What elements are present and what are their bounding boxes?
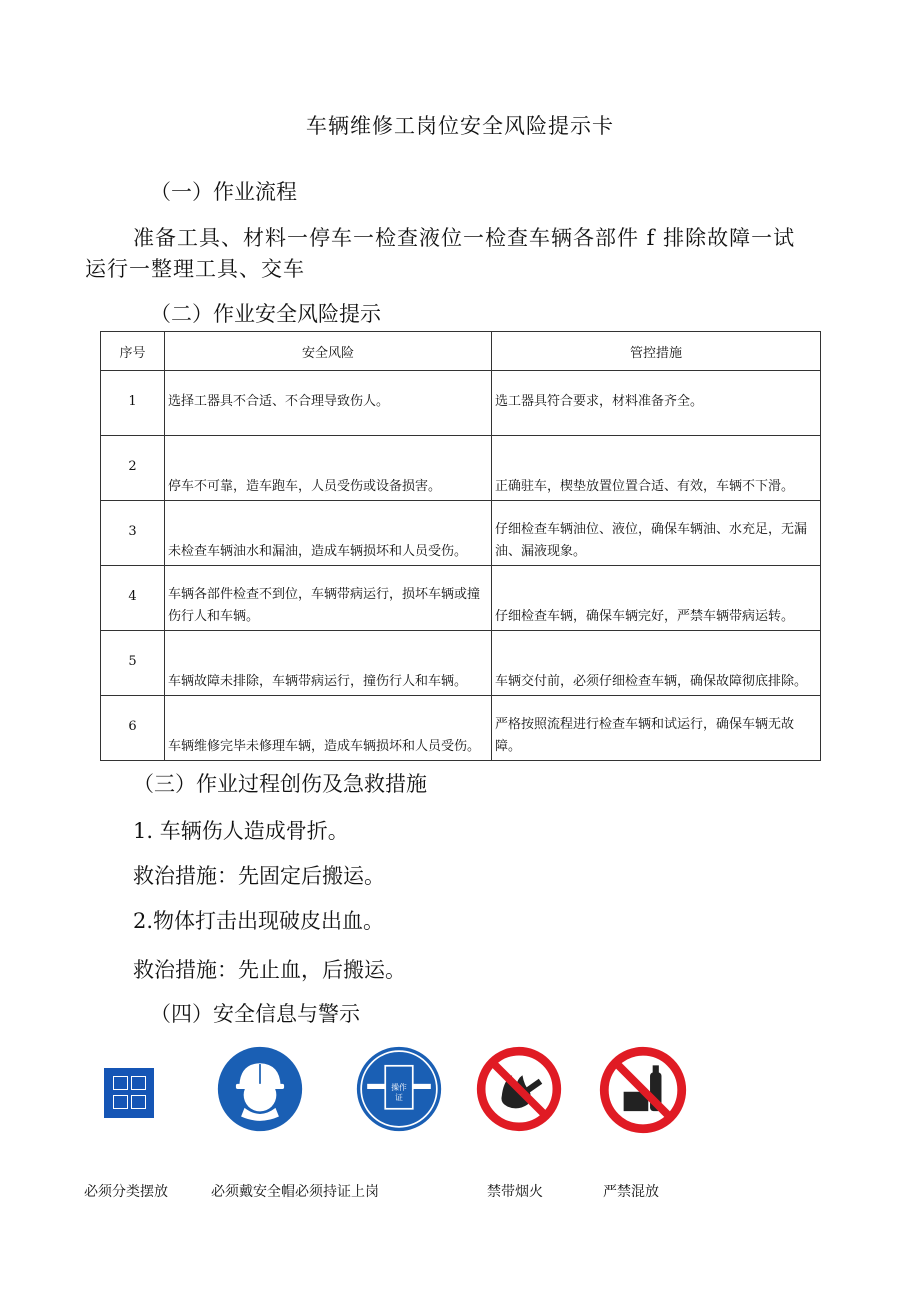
sign-caption: 严禁混放 bbox=[603, 1184, 659, 1200]
row-risk: 选择工器具不合适、不合理导致伤人。 bbox=[165, 371, 492, 436]
sign-caption: 必须戴安全帽 bbox=[211, 1184, 295, 1200]
risk-table bbox=[100, 331, 821, 761]
header-risk: 安全风险 bbox=[165, 332, 492, 371]
table-row bbox=[101, 501, 821, 566]
row-seq: 5 bbox=[101, 631, 165, 696]
row-control: 严格按照流程进行检查车辆和试运行，确保车辆无故障。 bbox=[492, 696, 821, 761]
workflow-text-line-2: 运行一整理工具、交车 bbox=[85, 257, 305, 281]
sign-caption: 必须持证上岗 bbox=[295, 1184, 379, 1200]
header-control: 管控措施 bbox=[492, 332, 821, 371]
sorted-storage-icon bbox=[104, 1068, 154, 1118]
sign-caption: 必须分类摆放 bbox=[84, 1184, 168, 1200]
row-seq: 6 bbox=[101, 696, 165, 761]
sign-caption: 禁带烟火 bbox=[487, 1184, 543, 1200]
first-aid-item: 2.物体打击出现破皮出血。 bbox=[133, 909, 385, 933]
table-row bbox=[101, 371, 821, 436]
row-control: 选工器具符合要求，材料准备齐全。 bbox=[492, 371, 821, 436]
row-seq: 1 bbox=[101, 371, 165, 436]
row-seq: 3 bbox=[101, 501, 165, 566]
page-title: 车辆维修工岗位安全风险提示卡 bbox=[306, 114, 614, 138]
row-risk: 车辆维修完毕未修理车辆，造成车辆损坏和人员受伤。 bbox=[165, 696, 492, 761]
table-row bbox=[101, 566, 821, 631]
section-heading-safety-signs: （四）安全信息与警示 bbox=[150, 1002, 360, 1026]
workflow-text-line-1: 准备工具、材料一停车一检查液位一检查车辆各部件 f 排除故障一试 bbox=[133, 226, 796, 250]
certificate-badge-text: 操作证 bbox=[391, 1082, 407, 1103]
section-heading-first-aid: （三）作业过程创伤及急救措施 bbox=[133, 772, 427, 796]
row-control: 车辆交付前，必须仔细检查车辆，确保故障彻底排除。 bbox=[492, 631, 821, 696]
no-fire-icon bbox=[476, 1046, 562, 1132]
hard-hat-icon bbox=[217, 1046, 303, 1132]
table-row bbox=[101, 696, 821, 761]
row-control: 正确驻车，楔垫放置位置合适、有效，车辆不下滑。 bbox=[492, 436, 821, 501]
row-risk: 停车不可靠，造车跑车，人员受伤或设备损害。 bbox=[165, 436, 492, 501]
table-row bbox=[101, 436, 821, 501]
row-risk: 车辆故障未排除，车辆带病运行，撞伤行人和车辆。 bbox=[165, 631, 492, 696]
first-aid-measure: 救治措施：先固定后搬运。 bbox=[133, 864, 385, 888]
table-header-row bbox=[101, 332, 821, 371]
row-control: 仔细检查车辆油位、液位，确保车辆油、水充足，无漏油、漏液现象。 bbox=[492, 501, 821, 566]
section-heading-risk: （二）作业安全风险提示 bbox=[150, 302, 381, 326]
header-seq: 序号 bbox=[101, 332, 165, 371]
table-row bbox=[101, 631, 821, 696]
row-control: 仔细检查车辆，确保车辆完好，严禁车辆带病运转。 bbox=[492, 566, 821, 631]
section-heading-workflow: （一）作业流程 bbox=[150, 180, 297, 204]
certificate-icon bbox=[356, 1046, 442, 1132]
no-mixed-storage-icon bbox=[599, 1046, 687, 1134]
row-seq: 4 bbox=[101, 566, 165, 631]
sign-caption-group bbox=[211, 1181, 379, 1201]
row-risk: 未检查车辆油水和漏油，造成车辆损坏和人员受伤。 bbox=[165, 501, 492, 566]
first-aid-item: 1. 车辆伤人造成骨折。 bbox=[133, 819, 349, 843]
first-aid-measure: 救治措施：先止血，后搬运。 bbox=[133, 958, 406, 982]
row-risk: 车辆各部件检查不到位，车辆带病运行，损坏车辆或撞伤行人和车辆。 bbox=[165, 566, 492, 631]
row-seq: 2 bbox=[101, 436, 165, 501]
